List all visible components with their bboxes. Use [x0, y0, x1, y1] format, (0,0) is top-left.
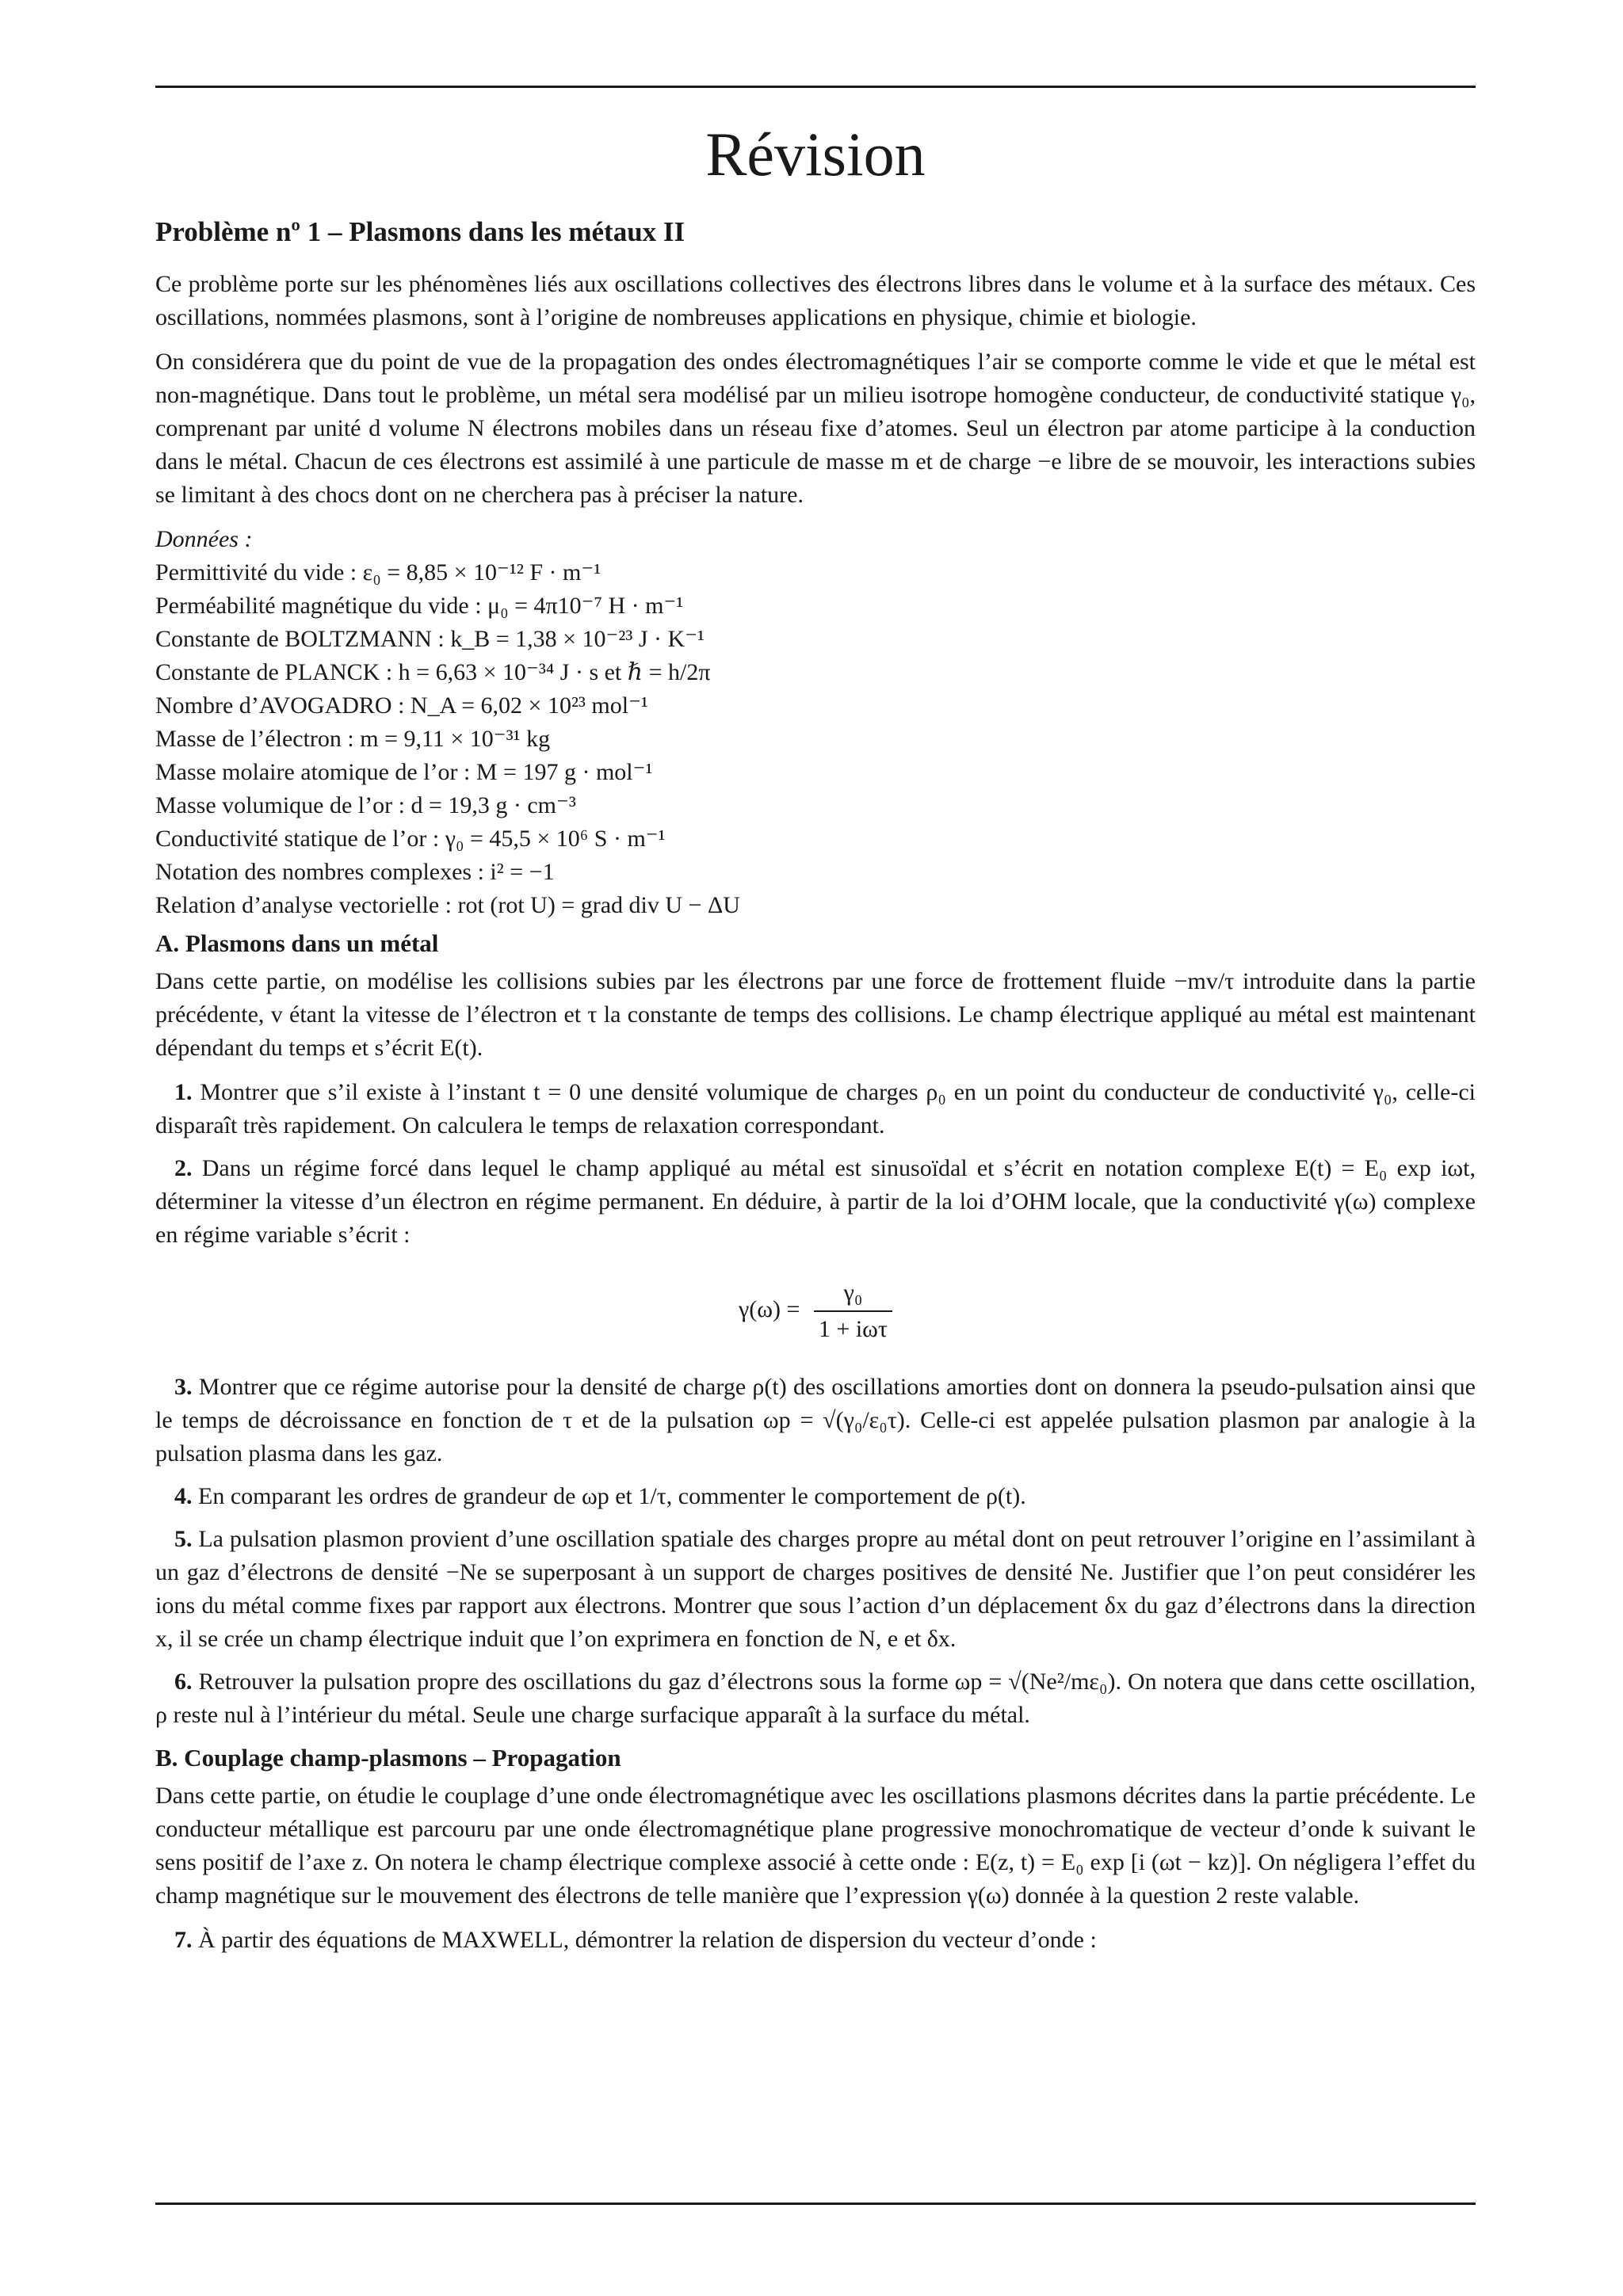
problem-title: Problème nº 1 – Plasmons dans les métaux II: [155, 216, 685, 247]
data-item: Masse volumique de l’or : d = 19,3 g · cm⁻³: [155, 792, 576, 818]
question-text: En comparant les ordres de grandeur de ωp et 1/τ, commenter le comportement de ρ(t).: [198, 1483, 1026, 1509]
page-content: [155, 111, 1476, 1966]
question-text: Montrer que s’il existe à l’instant t = 0 une densité volumique de charges ρ₀ en un point du conducteur de conductivité γ₀, celle-ci disparaît très rapidement. On calculera le temps de relaxation correspondant.: [155, 1079, 1476, 1138]
question-2: [155, 1152, 1476, 1252]
data-item: Conductivité statique de l’or : γ₀ = 45,5 × 10⁶ S · m⁻¹: [155, 826, 666, 852]
conductivity-equation: [155, 1276, 1476, 1347]
question-number: 4.: [174, 1483, 193, 1509]
data-item: Constante de PLANCK : h = 6,63 × 10⁻³⁴ J · s et ℏ = h/2π: [155, 659, 711, 685]
equation-lhs: γ(ω) =: [739, 1295, 800, 1322]
question-1: [155, 1076, 1476, 1142]
section-b-title: B. Couplage champ-plasmons – Propagation: [155, 1744, 621, 1772]
equation-denominator: 1 + iωτ: [818, 1316, 888, 1342]
question-number: 7.: [174, 1927, 193, 1953]
question-text: Dans un régime forcé dans lequel le champ appliqué au métal est sinusoïdal et s’écrit en notation complexe E(t) = E₀ exp iωt, déterminer la vitesse d’un électron en régime permanent. En déduire, à partir de la loi d’OHM locale, que la conductivité γ(ω) complexe en régime variable s’écrit :: [155, 1155, 1476, 1248]
question-7: [155, 1924, 1476, 1957]
question-3: [155, 1371, 1476, 1470]
equation-fraction: [814, 1276, 892, 1347]
question-5: [155, 1523, 1476, 1656]
question-4: [155, 1480, 1476, 1513]
question-6: [155, 1665, 1476, 1732]
data-item: Constante de BOLTZMANN : k_B = 1,38 × 10⁻²³ J · K⁻¹: [155, 626, 705, 652]
question-text: À partir des équations de MAXWELL, démontrer la relation de dispersion du vecteur d’onde :: [198, 1927, 1097, 1953]
data-item: Relation d’analyse vectorielle : rot (rot U) = grad div U − ΔU: [155, 892, 740, 918]
question-number: 1.: [174, 1079, 193, 1105]
question-number: 2.: [174, 1155, 193, 1181]
question-number: 3.: [174, 1374, 193, 1400]
intro-paragraph-1: Ce problème porte sur les phénomènes liés aux oscillations collectives des électrons libres dans le volume et à la surface des métaux. Ces oscillations, nommées plasmons, sont à l’origine de nombreuses applications en physique, chimie et biologie.: [155, 271, 1476, 330]
data-item: Perméabilité magnétique du vide : μ₀ = 4π10⁻⁷ H · m⁻¹: [155, 593, 684, 619]
equation-numerator: γ₀: [814, 1276, 892, 1312]
question-number: 6.: [174, 1669, 193, 1695]
data-item: Masse de l’électron : m = 9,11 × 10⁻³¹ kg: [155, 726, 551, 752]
bottom-rule: [155, 2203, 1476, 2205]
question-text: Retrouver la pulsation propre des oscillations du gaz d’électrons sous la forme ωp = √(Ne²/mε₀). On notera que dans cette oscillation, ρ reste nul à l’intérieur du métal. Seule une charge surfacique apparaît à la surface du métal.: [155, 1669, 1476, 1728]
data-item: Masse molaire atomique de l’or : M = 197 g · mol⁻¹: [155, 759, 653, 785]
question-number: 5.: [174, 1526, 193, 1552]
page-title: Révision: [705, 120, 926, 189]
data-heading: Données :: [155, 526, 253, 552]
data-list: [155, 523, 1476, 922]
section-a-intro: Dans cette partie, on modélise les collisions subies par les électrons par une force de frottement fluide −mv/τ introduite dans la partie précédente, v étant la vitesse de l’électron et τ la constante de temps des collisions. Le champ électrique appliqué au métal est maintenant dépendant du temps et s’écrit E(t).: [155, 968, 1476, 1061]
section-b-intro: Dans cette partie, on étudie le couplage d’une onde électromagnétique avec les oscillations plasmons décrites dans la partie précédente. Le conducteur métallique est parcouru par une onde électromagnétique plane progressive monochromatique de vecteur d’onde k suivant le sens positif de l’axe z. On notera le champ électrique complexe associé à cette onde : E(z, t) = E₀ exp [i (ωt − kz)]. On négligera l’effet du champ magnétique sur le mouvement des électrons de telle manière que l’expression γ(ω) donnée à la question 2 reste valable.: [155, 1783, 1476, 1909]
top-rule: [155, 86, 1476, 88]
question-text: La pulsation plasmon provient d’une oscillation spatiale des charges propre au métal dont on peut retrouver l’origine en l’assimilant à un gaz d’électrons de densité −Ne se superposant à un support de charges positives de densité Ne. Justifier que l’on peut considérer les ions du métal comme fixes par rapport aux électrons. Montrer que sous l’action d’un déplacement δx du gaz d’électrons dans la direction x, il se crée un champ électrique induit que l’on exprimera en fonction de N, e et δx.: [155, 1526, 1476, 1652]
data-item: Nombre d’AVOGADRO : N_A = 6,02 × 10²³ mol⁻¹: [155, 692, 648, 719]
section-a-title: A. Plasmons dans un métal: [155, 929, 439, 957]
intro-paragraph-2: On considérera que du point de vue de la propagation des ondes électromagnétiques l’air se comporte comme le vide et que le métal est non-magnétique. Dans tout le problème, un métal sera modélisé par un milieu isotrope homogène conducteur, de conductivité statique γ₀, comprenant par unité d volume N électrons mobiles dans un réseau fixe d’atomes. Seul un électron par atome participe à la conduction dans le métal. Chacun de ces électrons est assimilé à une particule de masse m et de charge −e libre de se mouvoir, les interactions subies se limitant à des chocs dont on ne cherchera pas à préciser la nature.: [155, 349, 1476, 508]
data-item: Permittivité du vide : ε₀ = 8,85 × 10⁻¹² F · m⁻¹: [155, 559, 601, 585]
data-item: Notation des nombres complexes : i² = −1: [155, 859, 555, 885]
question-text: Montrer que ce régime autorise pour la densité de charge ρ(t) des oscillations amorties dont on donnera la pseudo-pulsation ainsi que le temps de décroissance en fonction de τ et de la pulsation ωp = √(γ₀/ε₀τ). Celle-ci est appelée pulsation plasmon par analogie à la pulsation plasma dans les gaz.: [155, 1374, 1476, 1466]
